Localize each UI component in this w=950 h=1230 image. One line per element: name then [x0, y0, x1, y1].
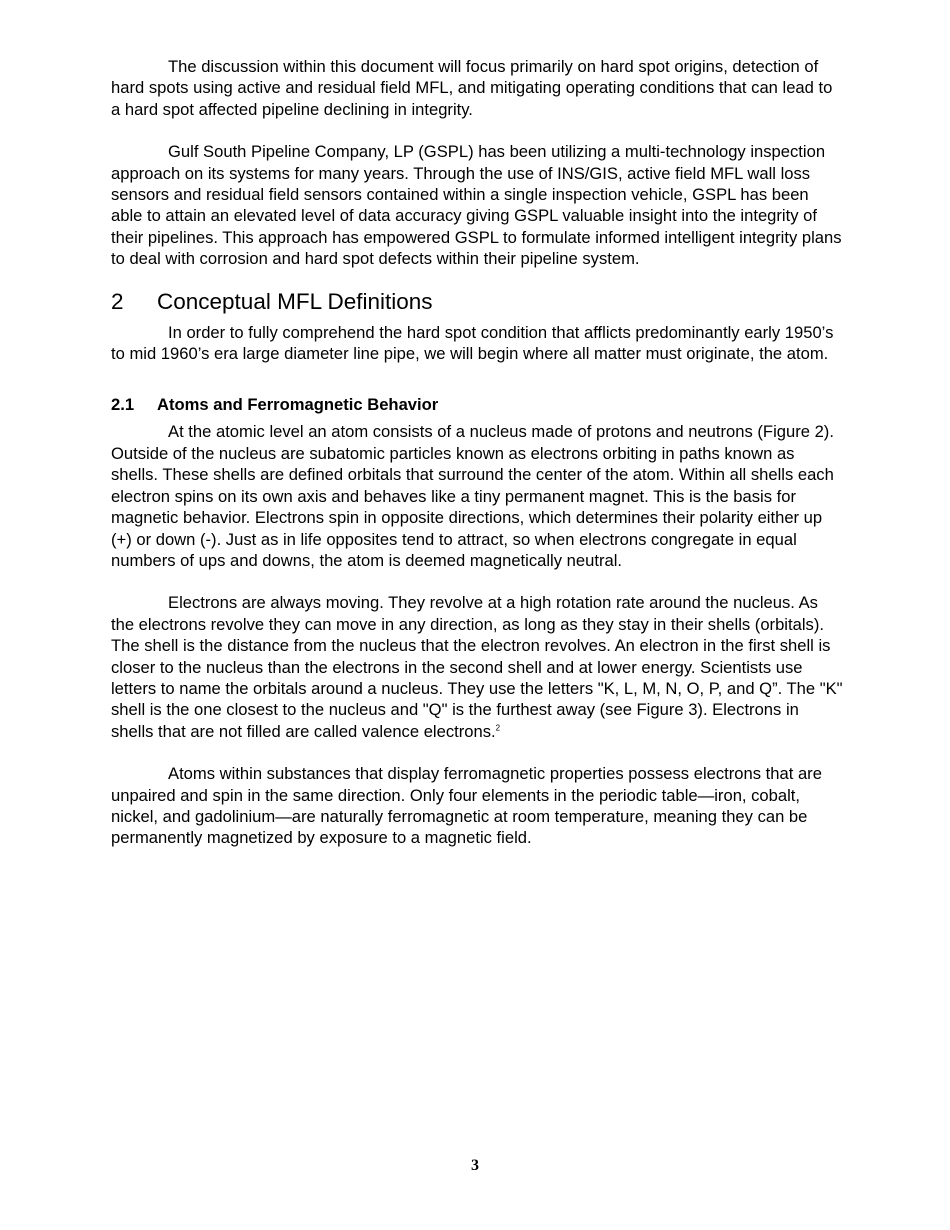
document-body — [111, 56, 843, 849]
footnote-reference[interactable]: 2 — [495, 723, 501, 733]
section-2-1-paragraph-2-text: Electrons are always moving. They revolve at a high rotation rate around the nucleus. As the electrons revolve they can move in any direction, as long as they stay in their shells (orbitals). The shell is the distance from the nucleus that the electron revolves. An electron in the first shell is closer to the nucleus than the electrons in the second shell and at lower energy. Scientists use letters to name the orbitals around a nucleus. They use the letters "K, L, M, N, O, P, and Q”. The "K" shell is the one closest to the nucleus and "Q" is the furthest away (see Figure 3). Electrons in shells that are not filled are called valence electrons. — [111, 593, 843, 741]
section-2-1-title: Atoms and Ferromagnetic Behavior — [157, 395, 439, 415]
section-2-number: 2 — [111, 288, 124, 314]
section-2-1-paragraph-2 — [111, 592, 843, 742]
section-2-title: Conceptual MFL Definitions — [157, 288, 433, 314]
section-2-1-number: 2.1 — [111, 395, 135, 415]
section-2-1-heading — [111, 394, 843, 415]
page-number: 3 — [471, 1157, 479, 1174]
intro-paragraph-2: Gulf South Pipeline Company, LP (GSPL) has been utilizing a multi-technology inspection approach on its systems for many years. Through the use of INS/GIS, active field MFL wall loss sensors and residual field sensors contained within a single inspection vehicle, GSPL has been able to attain an elevated level of data accuracy giving GSPL valuable insight into the integrity of their pipelines. This approach has empowered GSPL to formulate informed intelligent integrity plans to deal with corrosion and hard spot defects within their pipeline system. — [111, 142, 842, 269]
section-2-heading — [111, 288, 843, 316]
section-2-1-paragraph-1: At the atomic level an atom consists of a nucleus made of protons and neutrons (Figure 2). Outside of the nucleus are subatomic particles known as electrons orbiting in paths known as shells. These shells are defined orbitals that surround the center of the atom. Within all shells each electron spins on its own axis and behaves like a tiny permanent magnet. This is the basis for magnetic behavior. Electrons spin in opposite directions, which determines their polarity either up (+) or down (-). Just as in life opposites tend to attract, so when electrons congregate in equal numbers of ups and downs, the atom is deemed magnetically neutral. — [111, 422, 834, 570]
section-2-paragraph: In order to fully comprehend the hard spot condition that afflicts predominantly early 1950’s to mid 1960’s era large diameter line pipe, we will begin where all matter must originate, the atom. — [111, 322, 834, 364]
section-2-1-paragraph-3: Atoms within substances that display ferromagnetic properties possess electrons that are unpaired and spin in the same direction. Only four elements in the periodic table—iron, cobalt, nickel, and gadolinium—are naturally ferromagnetic at room temperature, meaning they can be permanently magnetized by exposure to a magnetic field. — [111, 764, 822, 848]
intro-paragraph-1: The discussion within this document will focus primarily on hard spot origins, detection of hard spots using active and residual field MFL, and mitigating operating conditions that can lead to a hard spot affected pipeline declining in integrity. — [111, 57, 833, 119]
